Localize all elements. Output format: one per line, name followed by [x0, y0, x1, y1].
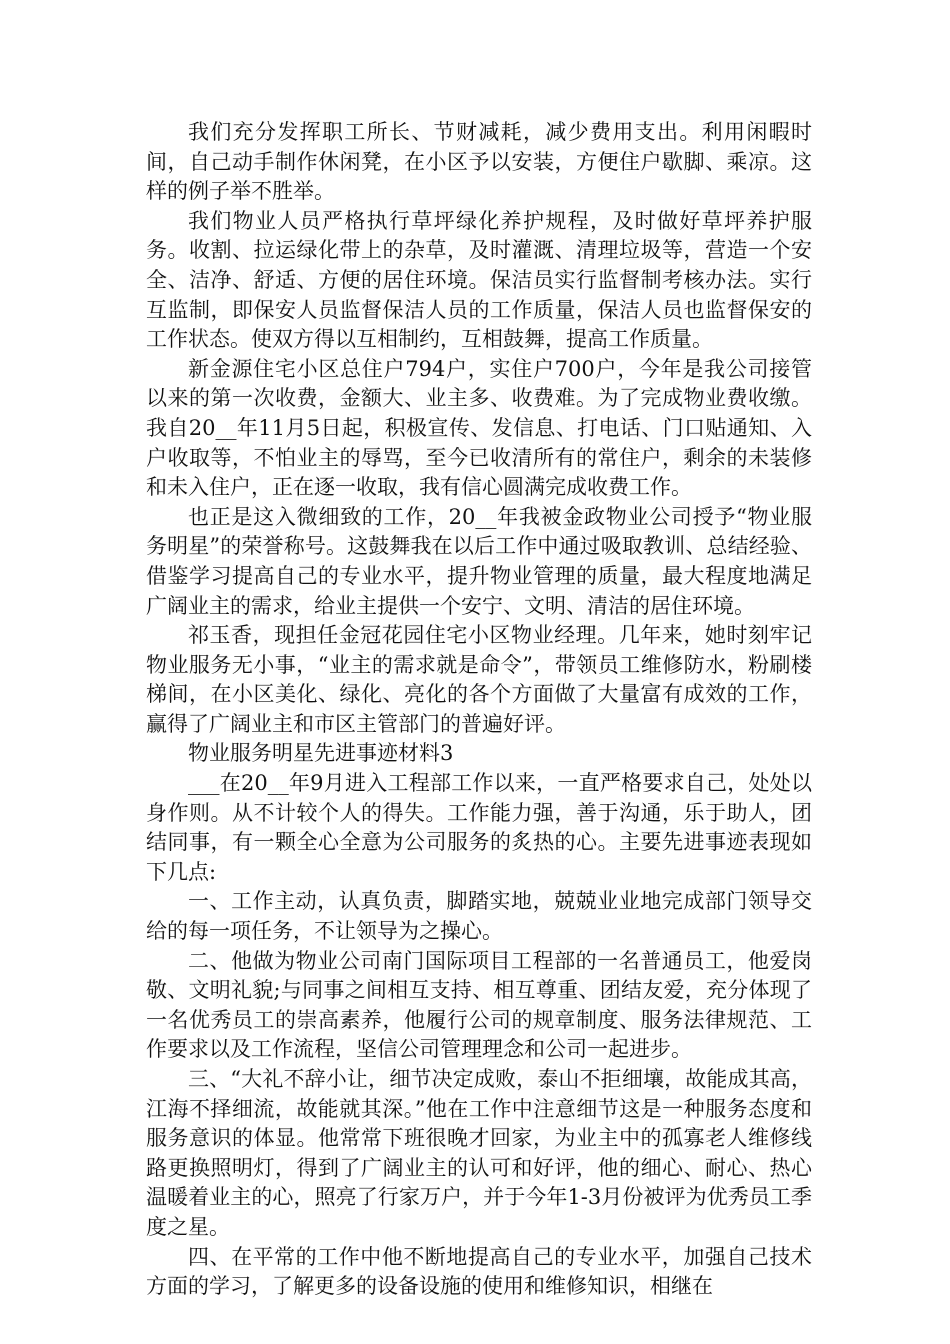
section-paragraph-2: 一、工作主动，认真负责，脚踏实地，兢兢业业地完成部门领导交给的每一项任务，不让领导为之操心。 [146, 889, 812, 944]
paragraph-4: 也正是这入微细致的工作，20__年我被金政物业公司授予“物业服务明星”的荣誉称号。这鼓舞我在以后工作中通过吸取教训、总结经验、借鉴学习提高自己的专业水平，提升物业管理的质量，最大程度地满足广阔业主的需求，给业主提供一个安宁、文明、清洁的居住环境。 [146, 504, 812, 618]
document-body [146, 118, 812, 1302]
section-paragraph-5: 四、在平常的工作中他不断地提高自己的专业水平，加强自己技术方面的学习，了解更多的设备设施的使用和维修知识，相继在 [146, 1244, 812, 1299]
section-paragraph-4: 三、“大礼不辞小让，细节决定成败，泰山不拒细壤，故能成其高，江海不择细流，故能就其深。”他在工作中注意细节这是一种服务态度和服务意识的体显。他常常下班很晚才回家，为业主中的孤寡老人维修线路更换照明灯，得到了广阔业主的认可和好评，他的细心、耐心、热心温暖着业主的心，照亮了行家万户，并于今年1-3月份被评为优秀员工季度之星。 [146, 1067, 812, 1239]
paragraph-3: 新金源住宅小区总住户794户，实住户700户，今年是我公司接管以来的第一次收费，金额大、业主多、收费难。为了完成物业费收缴。我自20__年11月5日起，积极宣传、发信息、打电话、门口贴通知、入户收取等，不怕业主的辱骂，至今已收清所有的常住户，剩余的未装修和未入住户，正在逐一收取，我有信心圆满完成收费工作。 [146, 356, 812, 500]
paragraph-1: 我们充分发挥职工所长、节财减耗，减少费用支出。利用闲暇时间，自己动手制作休闲凳，在小区予以安装，方便住户歇脚、乘凉。这样的例子举不胜举。 [146, 120, 812, 204]
section-paragraph-1: ___在20__年9月进入工程部工作以来，一直严格要求自己，处处以身作则。从不计较个人的得失。工作能力强，善于沟通，乐于助人，团结同事，有一颗全心全意为公司服务的炙热的心。主要先进事迹表现如下几点: [146, 771, 812, 884]
section-paragraph-3: 二、他做为物业公司南门国际项目工程部的一名普通员工，他爱岗敬、文明礼貌;与同事之间相互支持、相互尊重、团结友爱，充分体现了一名优秀员工的崇高素养，他履行公司的规章制度、服务法律规范、工作要求以及工作流程，坚信公司管理理念和公司一起进步。 [146, 948, 812, 1062]
section-title: 物业服务明星先进事迹材料3 [188, 741, 454, 766]
paragraph-2: 我们物业人员严格执行草坪绿化养护规程，及时做好草坪养护服务。收割、拉运绿化带上的杂草，及时灌溉、清理垃圾等，营造一个安全、洁净、舒适、方便的居住环境。保洁员实行监督制考核办法。实行互监制，即保安人员监督保洁人员的工作质量，保洁人员也监督保安的工作状态。使双方得以互相制约，互相鼓舞，提高工作质量。 [146, 208, 812, 352]
paragraph-5: 祁玉香，现担任金冠花园住宅小区物业经理。几年来，她时刻牢记物业服务无小事，“业主的需求就是命令”，带领员工维修防水，粉刷楼梯间，在小区美化、绿化、亮化的各个方面做了大量富有成效的工作，赢得了广阔业主和市区主管部门的普遍好评。 [146, 623, 812, 736]
